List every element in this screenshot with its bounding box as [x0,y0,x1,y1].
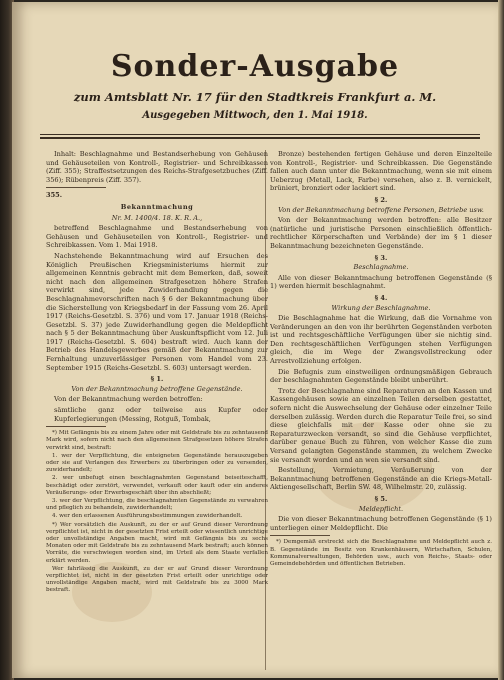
document-page [12,2,498,678]
page-subtitle: zum Amtsblatt Nr. 17 für den Stadtkreis Frankfurt a. M. [73,90,437,104]
footnote: 4. wer den erlassenen Ausführungsbestimmungen zuwiderhandelt. [52,513,243,520]
issue-date: Ausgegeben Mittwoch, den 1. Mai 1918. [142,110,368,121]
section-2-title: Von der Bekanntmachung betroffene Personen, Betriebe usw. [278,205,484,214]
section-5-title: Meldepflicht. [358,504,404,513]
footnote: *) Demgemäß erstreckt sich die Beschlagnahme und Meldepflicht auch z. B. Gegenstände im Besitz von Krankenhäusern, Wirtschaften, Schulen, Kommunalverwaltungen, Behörden usw., auch von Reichs-, Staats- oder Gemeindebehörden und öffentlichen Betrieben. [270,539,492,567]
section-3-body: Alle von dieser Bekanntmachung betroffenen Gegenstände (§ 1) werden hiermit beschlagnahmt. [270,273,492,291]
notice-subject: betreffend Beschlagnahme und Bestandserhebung von Gehäusen und Gehäuseteilen von Kontroll-, Registrier- und Schreibkassen. Vom 1. Mai 1918. [46,224,268,250]
section-1-continued: Bronze) bestehenden fertigen Gehäuse und deren Einzelteile von Kontroll-, Registrier- und Schreibkassen. Die Gegenstände fallen auch dann unter die Bekanntmachung, wenn sie mit einem Ueberzug (Metall, Lack, Farbe) versehen, also z. B. vernickelt, brüniert, bronziert oder lackiert sind. [270,150,492,193]
contents-summary: Inhalt: Beschlagnahme und Bestandserhebung von Gehäusen und Gehäuseteilen von Kontroll-, Registrier- und Schreibkassen (Ziff. 355); Straffestsetzungen des Reichs-Strafgesetzbuches (Ziff. 356); Rübenpreis (Ziff. 357). [46,150,268,184]
footnote: 1. wer der Verpflichtung, die enteigneten Gegenstände herauszugeben oder sie auf Verlangen des Erwerbers zu überbringen oder zu versenden, zuwiderhandelt; [46,452,268,474]
section-1-item: sämtliche ganz oder teilweise aus Kupfer oder Kupferlegierungen (Messing, Rotguß, Tombak, [54,406,268,423]
page-title: Sonder-Ausgabe [110,49,400,84]
section-3-number: § 3. [374,253,388,262]
footnote-rule [270,535,330,536]
ziffer-number: 355. [46,191,63,200]
section-2-number: § 2. [374,195,388,204]
notice-heading: Bekanntmachung [120,202,194,211]
notice-reference: Nr. M. 1400/4. 18. K. R. A., [111,213,203,222]
section-4-number: § 4. [374,293,388,302]
section-4-body: Die Befugnis zum einstweiligen ordnungsmäßigen Gebrauch der beschlagnahmten Gegenstände bleibt unberührt. [270,367,492,385]
section-5-body: Die von dieser Bekanntmachung betroffenen Gegenstände (§ 1) unterliegen einer Meldepflicht. Die [270,515,492,532]
header-rule-thick [40,137,480,139]
footnote: 2. wer unbefugt einen beschlagnahmten Gegenstand beiseiteschafft, beschädigt oder zerstört, verwendet, verkauft oder kauft oder ein anderes Veräußerungs- oder Erwerbsgeschäft über ihn abschließt; [46,475,268,496]
section-4-body: Trotz der Beschlagnahme sind Reparaturen an den Kassen und Kassengehäusen sowie an einzelnen Teilen derselben gestattet, sofern nicht die Auswechselung der Gehäuse oder einzelner Teile derselben zulässig. Werden durch die Reparatur Teile frei, so sind diese gleichfalls mit der Kasse oder ohne sie zu Reparaturzwecken versandt, so sind die Gehäuse verpflichtet, darüber genaue Buch zu führen, von welcher Kasse die zum Versand gelangten Gegenstände stammen, zu welchem Zwecke sie versandt worden und an wen sie versandt sind. [270,386,492,464]
footnote-rule [46,426,106,427]
section-1-title: Von der Bekanntmachung betroffene Gegenstände. [71,384,243,393]
rule [46,187,106,188]
page-right-edge [498,0,504,680]
section-3-title: Beschlagnahme. [353,263,409,272]
footnote: Wer fahrlässig die Auskunft, zu der er auf Grund dieser Verordnung verpflichtet ist, nicht in der gesetzten Frist erteilt oder unrichtige oder unvollständige Angaben macht, wird mit Geldstrafe bis zu 3000 Mark bestraft. [46,565,268,594]
footnote: 3. wer der Verpflichtung, die beschlagnahmten Gegenstände zu verwahren und pfleglich zu behandeln, zuwiderhandelt; [46,498,268,512]
section-4-body: Die Beschlagnahme hat die Wirkung, daß die Vornahme von Veränderungen an den von ihr berührten Gegenständen verboten ist und rechtsgeschäftliche Verfügungen über sie nichtig sind. Den rechtsgeschäftlichen Verfügungen stehen Verfügungen gleich, die im Wege der Zwangsvollstreckung oder Arrestvollziehung erfolgen. [270,314,492,366]
right-column [270,150,492,678]
footnote: *) Mit Gefängnis bis zu einem Jahre oder mit Geldstrafe bis zu zehntausend Mark wird, sofern nicht nach den allgemeinen Strafgesetzen höhere Strafen verwirkt sind, bestraft: [46,430,268,451]
notice-body: Nachstehende Bekanntmachung wird auf Ersuchen des Königlich Preußischen Kriegsministeriums hiermit zur allgemeinen Kenntnis gebracht mit dem Bemerken, daß, soweit nicht nach den allgemeinen Strafgesetzen höhere Strafen verwirkt sind, jede Zuwiderhandlung gegen die Beschlagnahmevorschriften nach § 6 der Bekanntmachung über die Sicherstellung von Kriegsbedarf in der Fassung vom 26. April 1917 (Reichs-Gesetzbl. S. 376) und vom 17. Januar 1918 (Reichs-Gesetzbl. S. 37) jede Zuwiderhandlung gegen die Meldepflicht nach § 5 der Bekanntmachung über Auskunftspflicht vom 12. Juli 1917 (Reichs-Gesetzbl. S. 604) bestraft wird. Auch kann der Betrieb des Handelsgewerbes gemäß der Bekanntmachung zur Fernhaltung unzuverlässiger Personen vom Handel vom 23. September 1915 (Reichs-Gesetzbl. S. 603) untersagt werden. [46,251,268,372]
masthead [12,50,498,121]
section-5-number: § 5. [374,494,388,503]
section-1-number: § 1. [150,375,164,384]
section-4-body: Bestellung, Vermietung, Veräußerung von der Bekanntmachung betroffenen Gegenstände an die Kriegs-Metall-Aktiengesellschaft, Berlin SW. 48, Wilhelmstr. 20, zulässig. [270,466,492,492]
section-4-title: Wirkung der Beschlagnahme. [331,303,431,312]
footnote: *) Wer vorsätzlich die Auskunft, zu der er auf Grund dieser Verordnung verpflichtet ist, nicht in der gesetzten Frist erteilt oder wissentlich unrichtige oder unvollständige Angaben macht, wird mit Gefängnis bis zu sechs Monaten oder mit Geldstrafe bis zu zehntausend Mark bestraft; auch können Vorräte, die verschwiegen worden sind, im Urteil als dem Staate verfallen erklärt werden. [46,521,268,564]
section-1-intro: Von der Bekanntmachung werden betroffen: [54,395,203,404]
left-column [46,150,268,678]
section-2-body: Von der Bekanntmachung werden betroffen: alle Besitzer (natürliche und juristische Personen einschließlich öffentlich-rechtlicher Körperschaften und Verbände) der im § 1 dieser Bekanntmachung bezeichneten Gegenstände. [270,216,492,250]
header-rule [40,134,480,135]
